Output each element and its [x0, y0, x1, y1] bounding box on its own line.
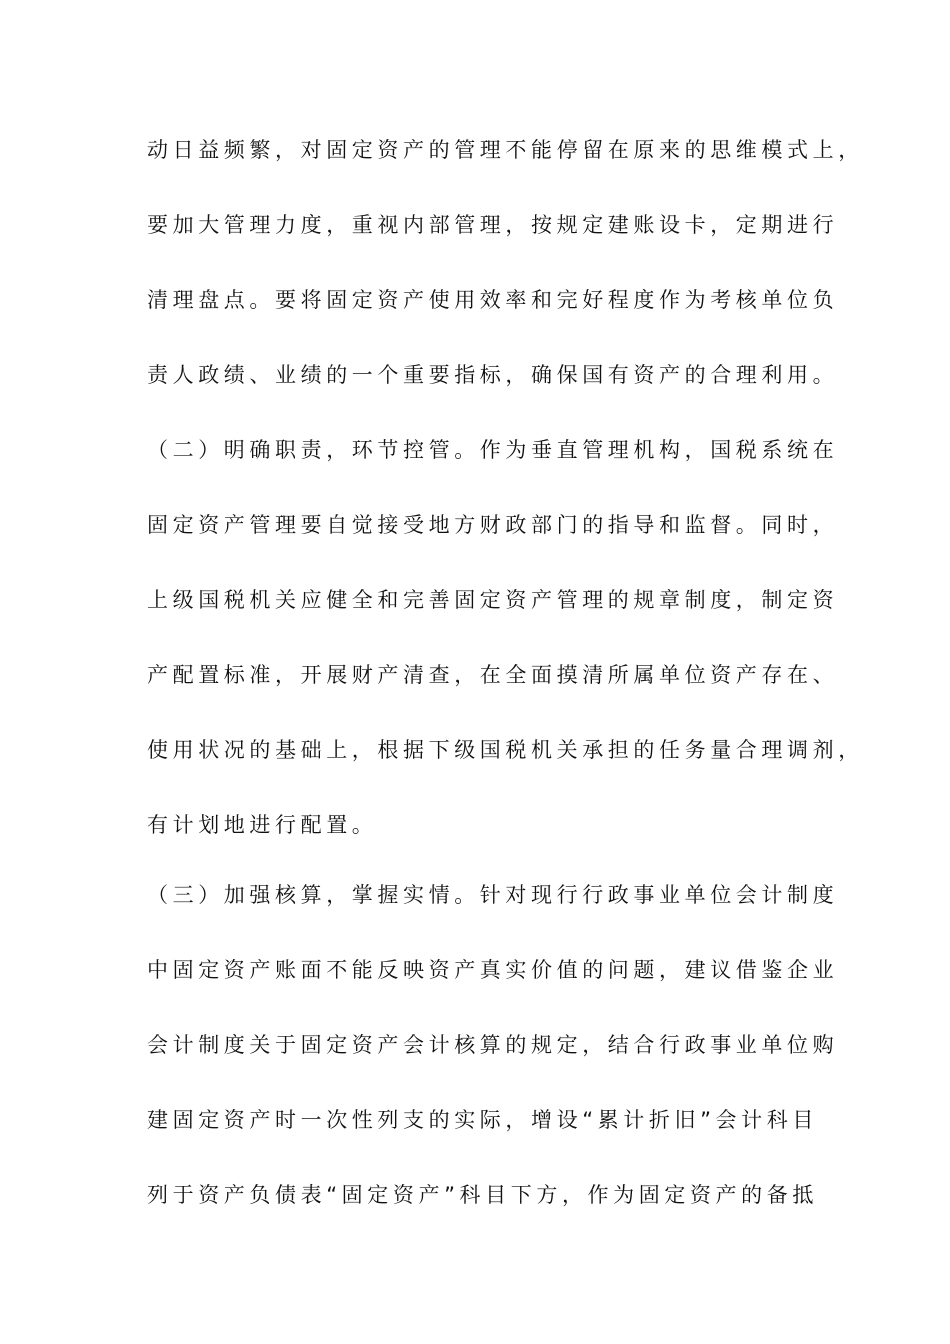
text-line: 列于资产负债表“固定资产”科目下方，作为固定资产的备抵 [147, 1183, 818, 1207]
text-line: 清理盘点。要将固定资产使用效率和完好程度作为考核单位负 [147, 288, 839, 312]
text-line: 要加大管理力度，重视内部管理，按规定建账设卡，定期进行 [147, 213, 839, 237]
section-heading-line: （三）加强核算，掌握实情。针对现行行政事业单位会计制度 [147, 883, 839, 907]
text-line: 固定资产管理要自觉接受地方财政部门的指导和监督。同时， [147, 513, 839, 537]
text-line: 责人政绩、业绩的一个重要指标，确保国有资产的合理利用。 [147, 363, 839, 387]
text-line: 会计制度关于固定资产会计核算的规定，结合行政事业单位购 [147, 1033, 839, 1057]
text-line: 产配置标准，开展财产清查，在全面摸清所属单位资产存在、 [147, 663, 839, 687]
text-line: 有计划地进行配置。 [147, 813, 378, 837]
text-line: 动日益频繁，对固定资产的管理不能停留在原来的思维模式上， [147, 138, 864, 162]
text-line: 中固定资产账面不能反映资产真实价值的问题，建议借鉴企业 [147, 958, 839, 982]
text-line: 建固定资产时一次性列支的实际，增设“累计折旧”会计科目 [147, 1108, 818, 1132]
section-heading-line: （二）明确职责，环节控管。作为垂直管理机构，国税系统在 [147, 438, 839, 462]
text-line: 使用状况的基础上，根据下级国税机关承担的任务量合理调剂， [147, 738, 864, 762]
text-line: 上级国税机关应健全和完善固定资产管理的规章制度，制定资 [147, 588, 839, 612]
